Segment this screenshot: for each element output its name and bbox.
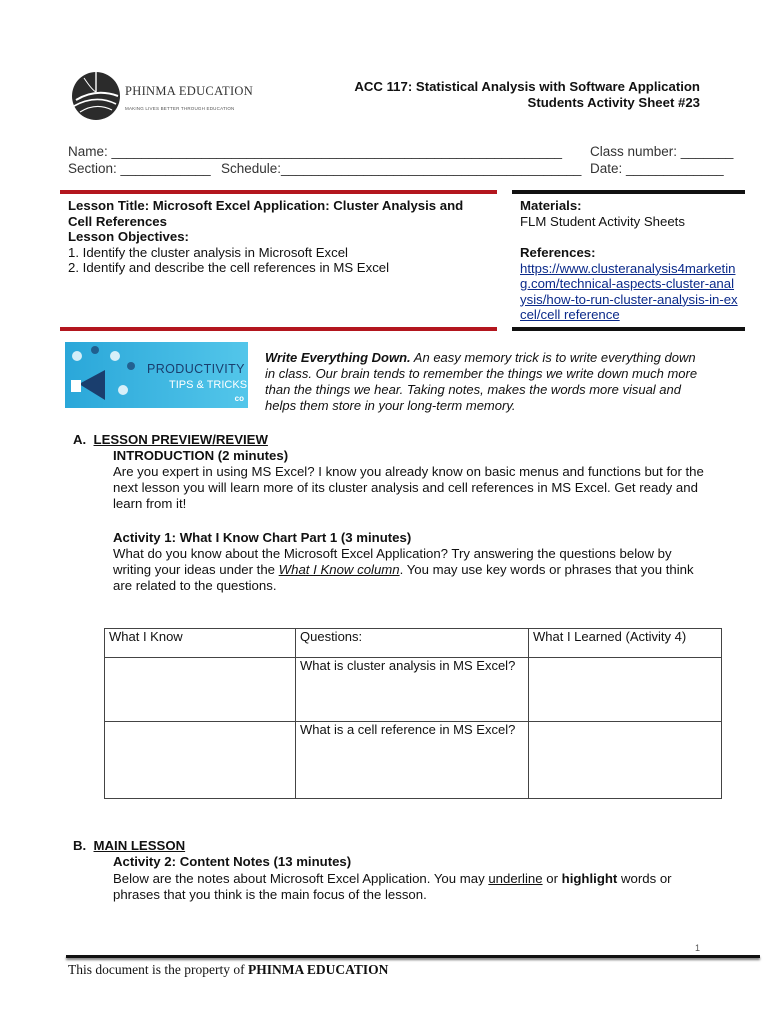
phinma-logo <box>70 70 254 122</box>
activity1-heading: Activity 1: What I Know Chart Part 1 (3 minutes) <box>113 530 412 545</box>
name-field: Name: ____________________________________________________________ <box>68 144 562 159</box>
materials-block <box>520 198 745 323</box>
footer-rule <box>66 955 760 958</box>
section-b-title: MAIN LESSON <box>93 838 186 853</box>
page-number: 1 <box>695 943 701 953</box>
objective-item: 1. Identify the cluster analysis in Microsoft Excel <box>68 244 348 260</box>
section-b-heading <box>73 838 185 854</box>
schedule-field: Schedule:________________________________________ <box>221 161 582 176</box>
what-i-learned-cell[interactable] <box>529 658 722 722</box>
what-i-learned-cell[interactable] <box>529 722 722 799</box>
activity2-text-3: words or phrases that you think is the main focus of the lesson. <box>113 871 672 902</box>
activity1-text <box>113 546 705 594</box>
section-a-title: LESSON PREVIEW/REVIEW <box>93 432 268 447</box>
underline-word: underline <box>488 871 543 886</box>
highlight-word: highlight <box>561 871 618 886</box>
footer-text <box>68 962 388 978</box>
activity2-heading: Activity 2: Content Notes (13 minutes) <box>113 854 352 869</box>
table-row <box>105 658 722 722</box>
activity1-text-after: . You may use key words or phrases that you think are related to the questions. <box>113 562 694 593</box>
bottom-black-rule <box>512 327 745 331</box>
question-cell: What is cluster analysis in MS Excel? <box>296 658 529 722</box>
activity1-text-em: What I Know column <box>278 562 400 577</box>
top-red-rule <box>60 190 497 194</box>
sheet-title: Students Activity Sheet #23 <box>527 95 700 110</box>
intro-text: Are you expert in using MS Excel? I know you already know on basic menus and functions but for the next lesson you will learn more of its cluster analysis and cell references in MS Excel. Get ready and learn from it! <box>113 464 704 511</box>
bottom-red-rule <box>60 327 497 331</box>
what-i-know-cell[interactable] <box>105 658 296 722</box>
globe-logo-icon <box>70 70 122 122</box>
document-header <box>354 79 700 111</box>
logo-wordmark: PHINMA EDUCATION <box>125 84 254 98</box>
what-i-know-cell[interactable] <box>105 722 296 799</box>
logo-tagline: MAKING LIVES BETTER THROUGH EDUCATION <box>125 106 235 111</box>
intro-heading: INTRODUCTION (2 minutes) <box>113 448 289 463</box>
promo-corner: co <box>234 393 244 403</box>
course-title: ACC 117: Statistical Analysis with Software Application <box>354 79 700 94</box>
section-a-letter: A. <box>73 432 87 447</box>
footer-owner: PHINMA EDUCATION <box>247 962 389 977</box>
class-number-field: Class number: _______ <box>590 144 734 159</box>
activity2-text <box>113 871 705 903</box>
activity2-text-2: or <box>542 871 562 886</box>
tip-text: An easy memory trick is to write everything down in class. Our brain tends to remember the things we write down much more than the things we hear. Taking notes, makes the words more visual and helps them store in your long-term memory. <box>265 350 698 413</box>
table-header-row <box>105 629 722 658</box>
what-i-know-table <box>104 628 722 799</box>
reference-link[interactable]: https://www.clusteranalysis4marketing.com/technical-aspects-cluster-analysis/how-to-run-cluster-analysis-in-excel/cell reference <box>520 260 738 322</box>
column-header: Questions: <box>296 629 529 658</box>
materials-label: Materials: <box>520 198 582 213</box>
date-field: Date: _____________ <box>590 161 724 176</box>
footer-prefix: This document is the property of <box>68 962 248 977</box>
section-b-letter: B. <box>73 838 87 853</box>
column-header: What I Know <box>105 629 296 658</box>
lesson-block <box>68 198 488 276</box>
references-label: References: <box>520 245 596 260</box>
memory-tip <box>265 350 705 414</box>
table-row <box>105 722 722 799</box>
question-cell: What is a cell reference in MS Excel? <box>296 722 529 799</box>
promo-title: PRODUCTIVITY <box>147 362 245 376</box>
objective-item: 2. Identify and describe the cell references in MS Excel <box>68 260 390 275</box>
activity1-text-before: What do you know about the Microsoft Excel Application? Try answering the questions below by writing your ideas under the <box>113 546 672 577</box>
megaphone-icon <box>65 342 145 408</box>
tip-lead: Write Everything Down. <box>265 350 411 365</box>
promo-subtitle: TIPS & TRICKS <box>169 379 248 391</box>
section-a-heading <box>73 432 268 448</box>
materials-value: FLM Student Activity Sheets <box>520 213 685 229</box>
section-field: Section: ____________ <box>68 161 211 176</box>
objectives-label: Lesson Objectives: <box>68 229 189 244</box>
top-black-rule <box>512 190 745 194</box>
productivity-tips-banner <box>65 342 248 408</box>
column-header: What I Learned (Activity 4) <box>529 629 722 658</box>
activity2-text-1: Below are the notes about Microsoft Excel Application. You may <box>113 871 489 886</box>
lesson-title: Lesson Title: Microsoft Excel Application: Cluster Analysis and Cell References <box>68 198 464 229</box>
